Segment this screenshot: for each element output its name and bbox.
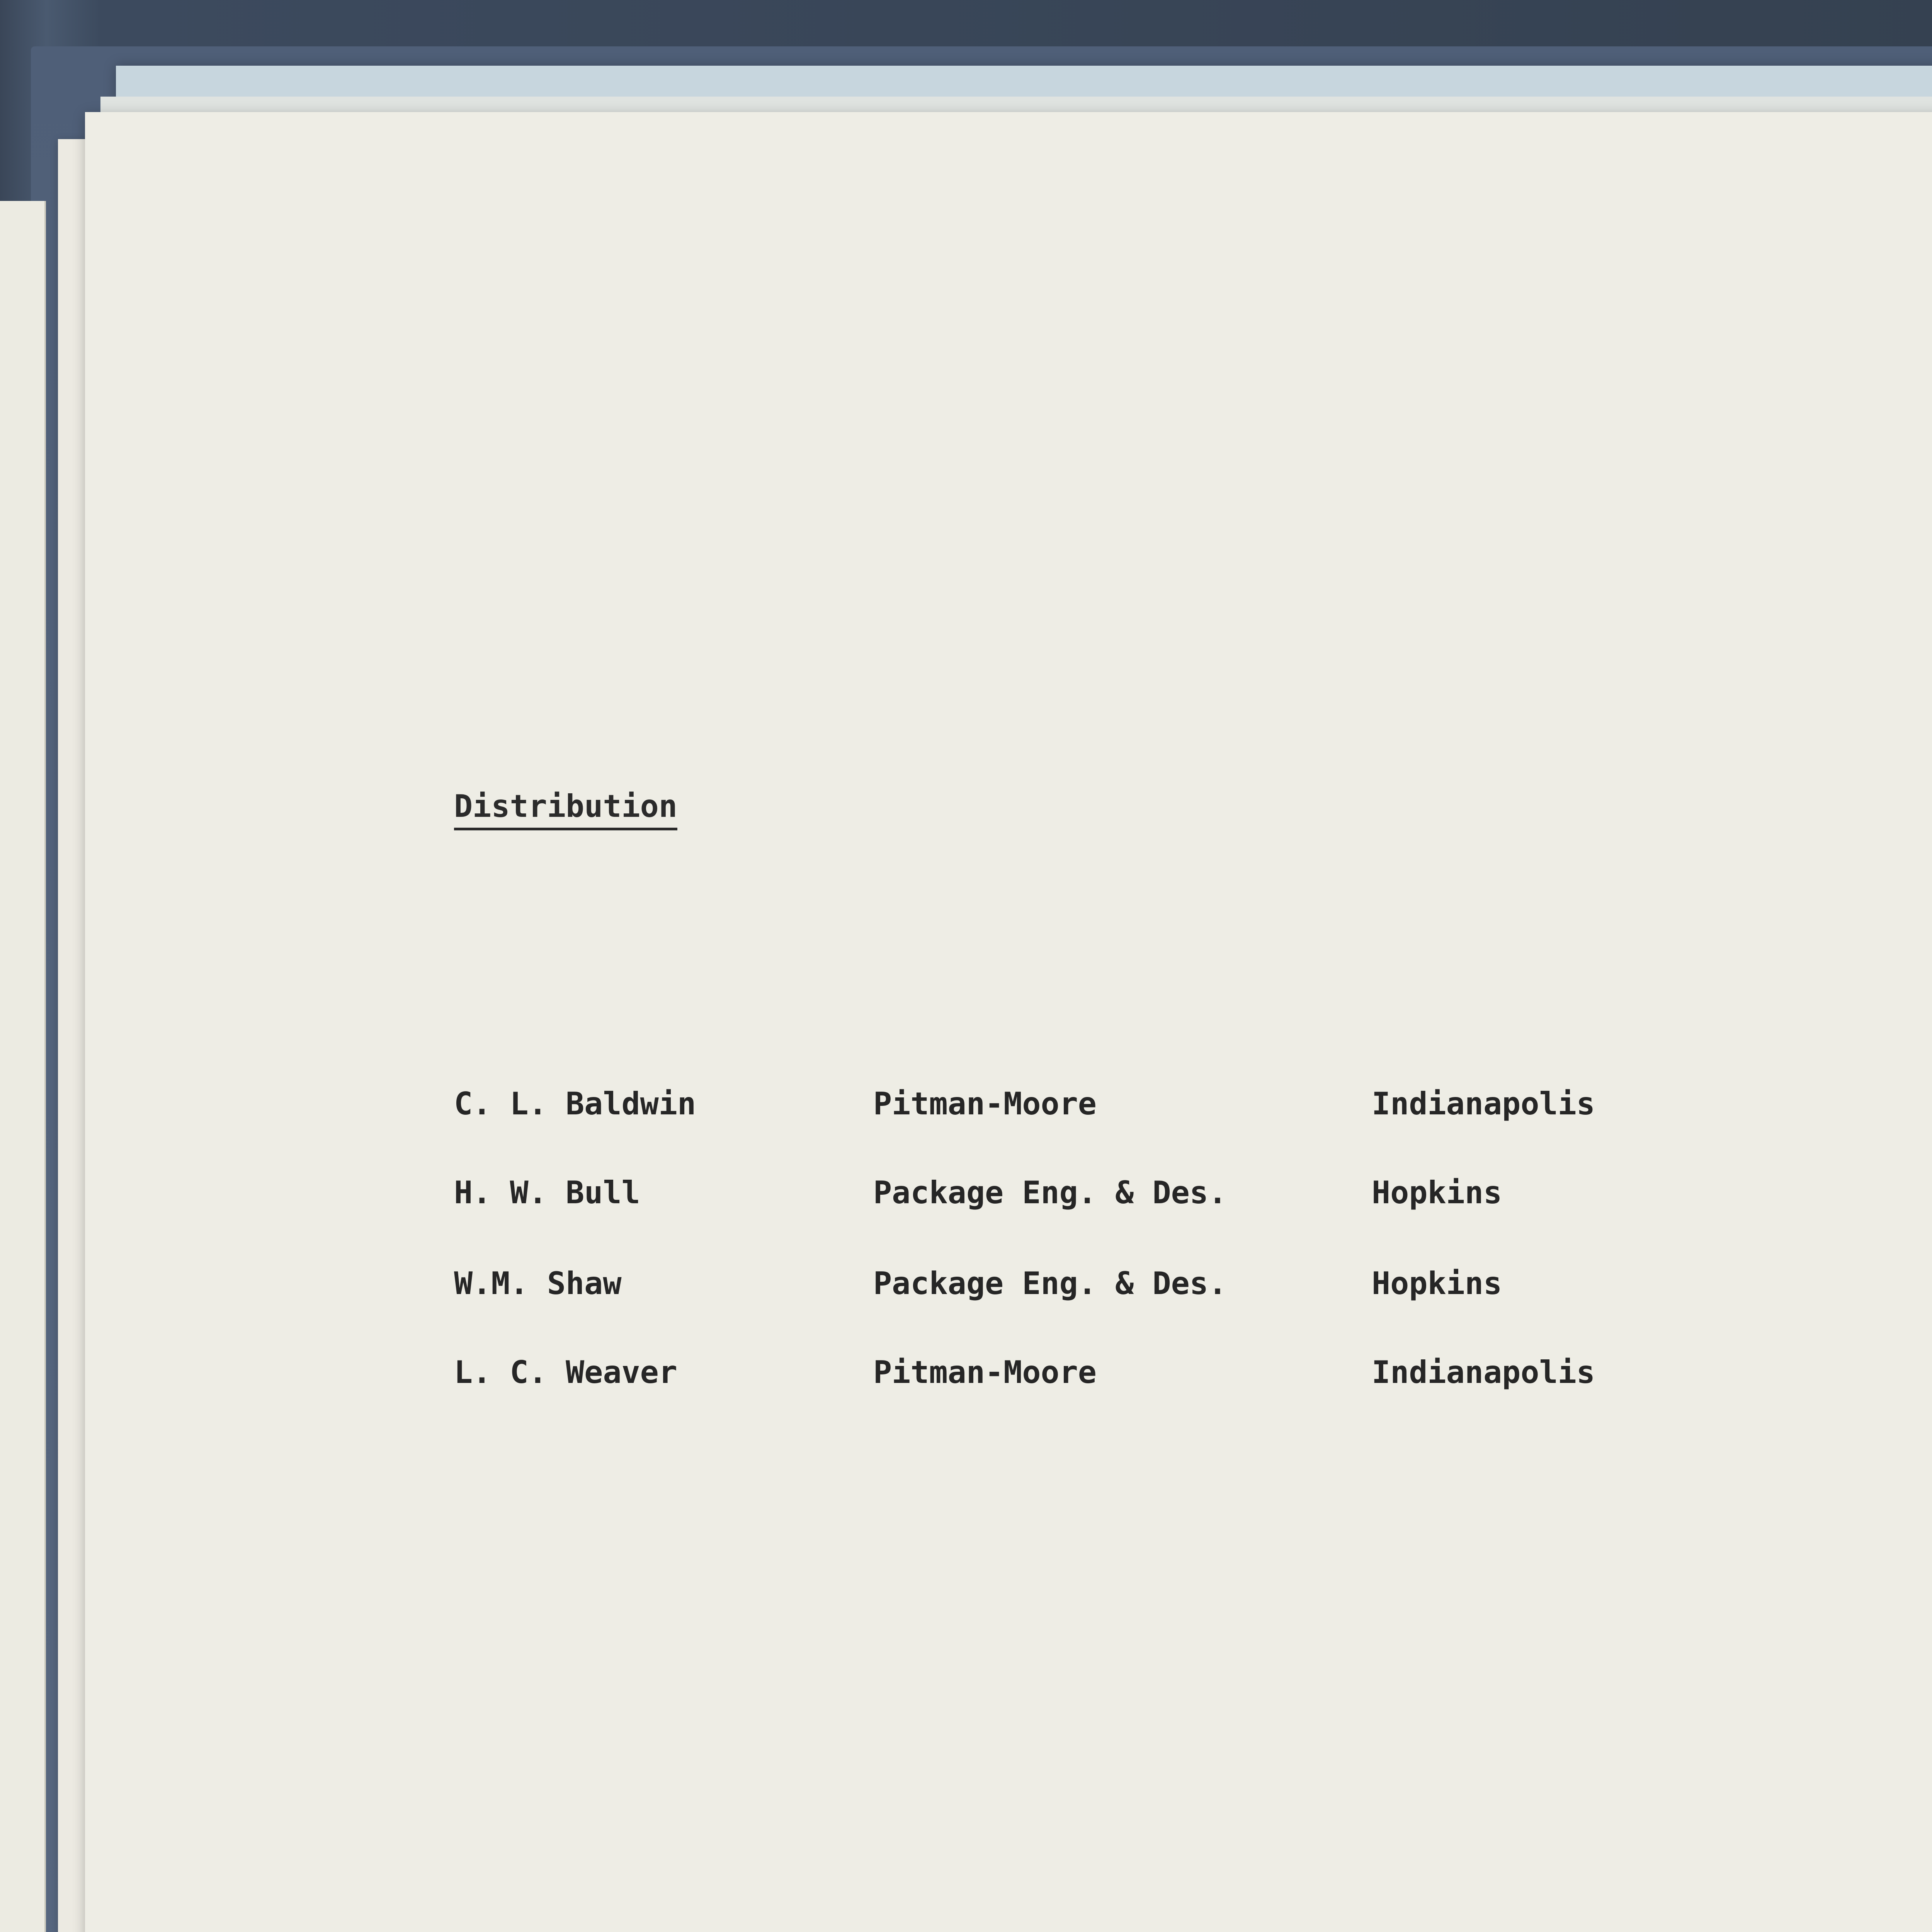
recipient-organization: Package Eng. & Des. [873,1265,1227,1301]
recipient-location: Hopkins [1372,1175,1502,1211]
recipient-organization: Pitman-Moore [873,1086,1097,1122]
distribution-row [85,1265,1932,1312]
recipient-organization: Pitman-Moore [873,1354,1097,1390]
left-page-edge [0,201,46,1932]
recipient-location: Indianapolis [1372,1354,1595,1390]
recipient-location: Indianapolis [1372,1086,1595,1122]
recipient-name: L. C. Weaver [454,1354,677,1390]
distribution-row [85,1354,1932,1401]
recipient-organization: Package Eng. & Des. [873,1175,1227,1211]
recipient-name: H. W. Bull [454,1175,640,1211]
page-content [85,112,1932,1932]
distribution-heading: Distribution [454,788,677,824]
recipient-name: W.M. Shaw [454,1265,622,1301]
document-page [85,112,1932,1932]
distribution-row [85,1086,1932,1132]
recipient-location: Hopkins [1372,1265,1502,1301]
distribution-row [85,1175,1932,1221]
recipient-name: C. L. Baldwin [454,1086,696,1122]
